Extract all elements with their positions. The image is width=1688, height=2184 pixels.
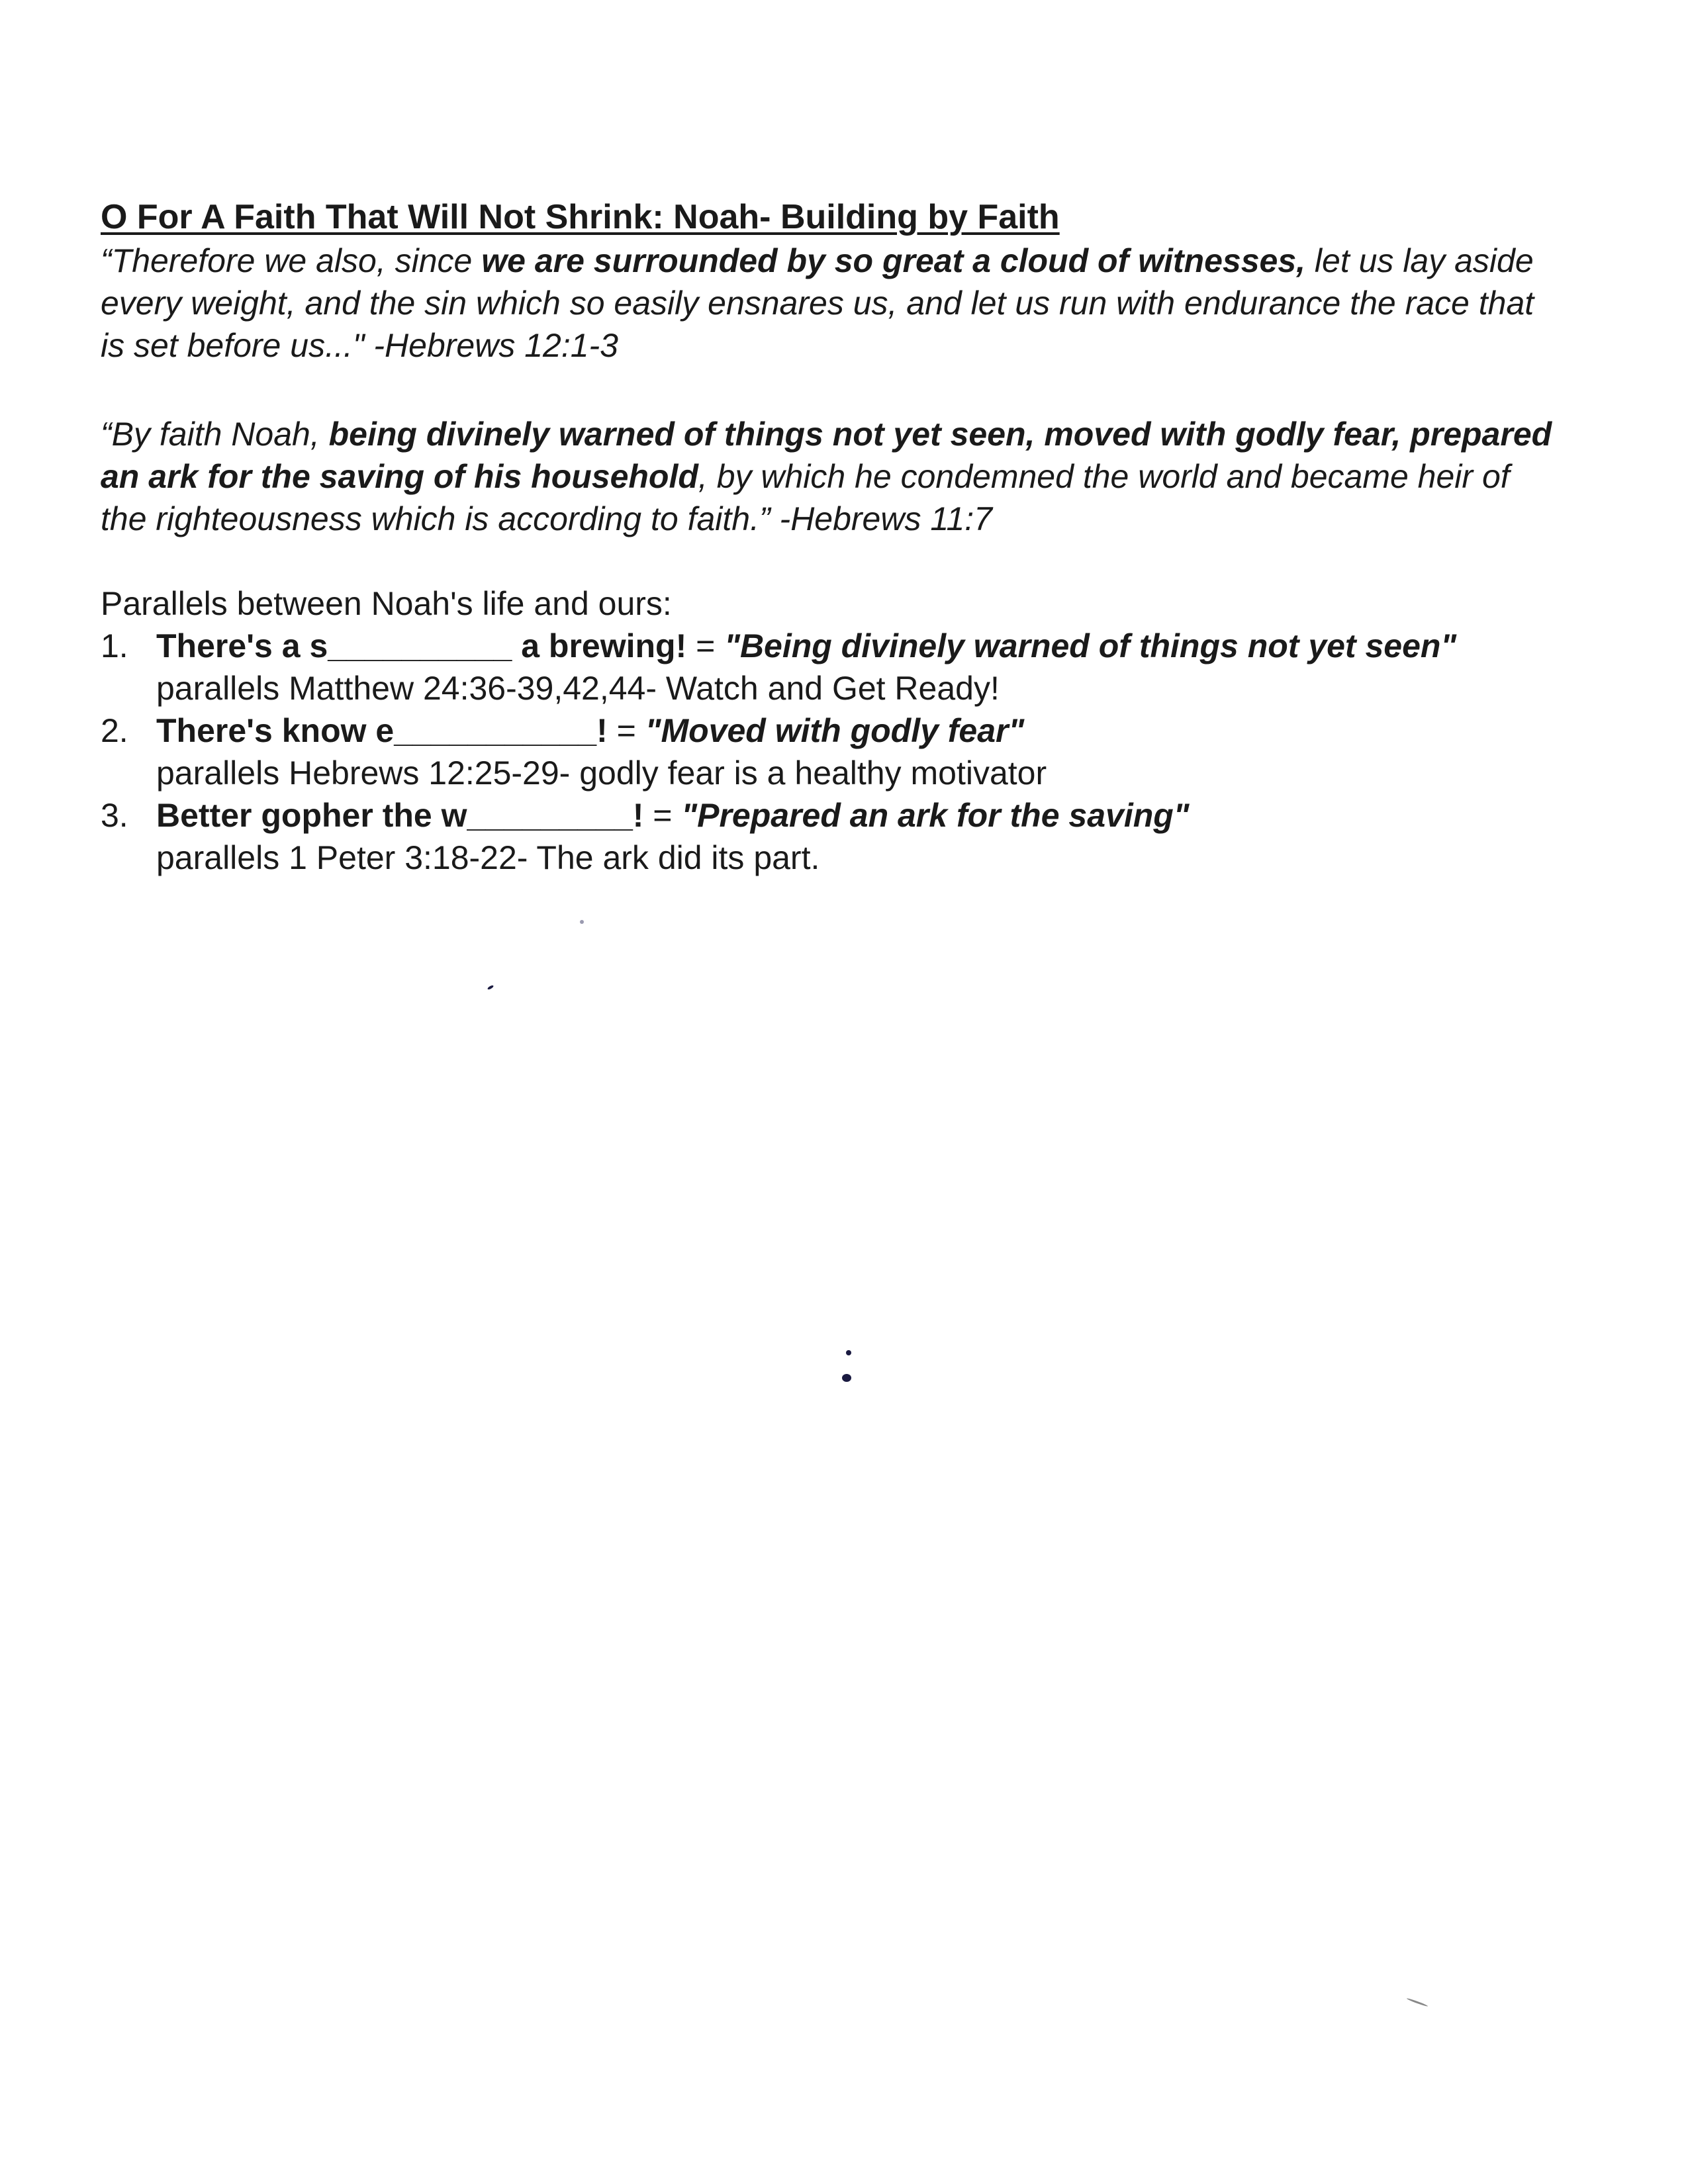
scripture-phrase: "Being divinely warned of things not yet seen" bbox=[724, 627, 1457, 664]
list-item bbox=[101, 794, 1557, 879]
point-heading bbox=[156, 709, 1557, 752]
list-number: 1. bbox=[101, 627, 128, 664]
quote-1-rest: let us lay aside every weight, and the sin which so easily ensnares us, and let us run with endurance the race that is set before us..." -Hebrews 12:1-3 bbox=[101, 242, 1534, 364]
scripture-phrase: "Moved with godly fear" bbox=[645, 712, 1025, 749]
parallels-intro: Parallels between Noah's life and ours: bbox=[101, 585, 672, 622]
point-heading bbox=[156, 794, 1557, 837]
equals-sign: = bbox=[607, 712, 645, 749]
parallels-list bbox=[101, 625, 1557, 879]
scripture-phrase: "Prepared an ark for the saving" bbox=[681, 797, 1190, 834]
quote-1-open: “Therefore we also, since bbox=[101, 242, 482, 279]
document-title: O For A Faith That Will Not Shrink: Noah- Building by Faith bbox=[101, 198, 1060, 236]
hebrews-12-quote bbox=[101, 240, 1557, 367]
list-item bbox=[101, 709, 1557, 794]
document-page bbox=[101, 196, 1557, 879]
quote-1-emphasis: we are surrounded by so great a cloud of witnesses, bbox=[481, 242, 1306, 279]
hebrews-11-quote bbox=[101, 413, 1557, 540]
fill-in-blank-phrase: Better gopher the w_________! bbox=[156, 797, 644, 834]
scan-speck bbox=[487, 985, 494, 990]
list-item bbox=[101, 625, 1557, 709]
scan-speck bbox=[846, 1350, 851, 1355]
fill-in-blank-phrase: There's a s__________ a brewing! bbox=[156, 627, 687, 664]
scan-speck bbox=[842, 1374, 851, 1382]
quote-2-emphasis: being divinely warned of things not yet seen, moved with godly fear, prepared an ark for the saving of his household bbox=[101, 416, 1552, 495]
point-reference: parallels Matthew 24:36-39,42,44- Watch and Get Ready! bbox=[156, 670, 1000, 707]
list-number: 2. bbox=[101, 712, 128, 749]
scan-speck bbox=[580, 920, 584, 924]
point-heading bbox=[156, 625, 1557, 667]
point-reference: parallels 1 Peter 3:18-22- The ark did its part. bbox=[156, 839, 820, 876]
fill-in-blank-phrase: There's know e___________! bbox=[156, 712, 608, 749]
quote-2-open: “By faith Noah, bbox=[101, 416, 329, 453]
list-number: 3. bbox=[101, 797, 128, 834]
quote-2-rest: , by which he condemned the world and became heir of the righteousness which is according to faith.” -Hebrews 11:7 bbox=[101, 458, 1510, 537]
equals-sign: = bbox=[643, 797, 682, 834]
scan-speck bbox=[1407, 1997, 1429, 2007]
point-reference: parallels Hebrews 12:25-29- godly fear is a healthy motivator bbox=[156, 754, 1047, 792]
equals-sign: = bbox=[686, 627, 725, 664]
